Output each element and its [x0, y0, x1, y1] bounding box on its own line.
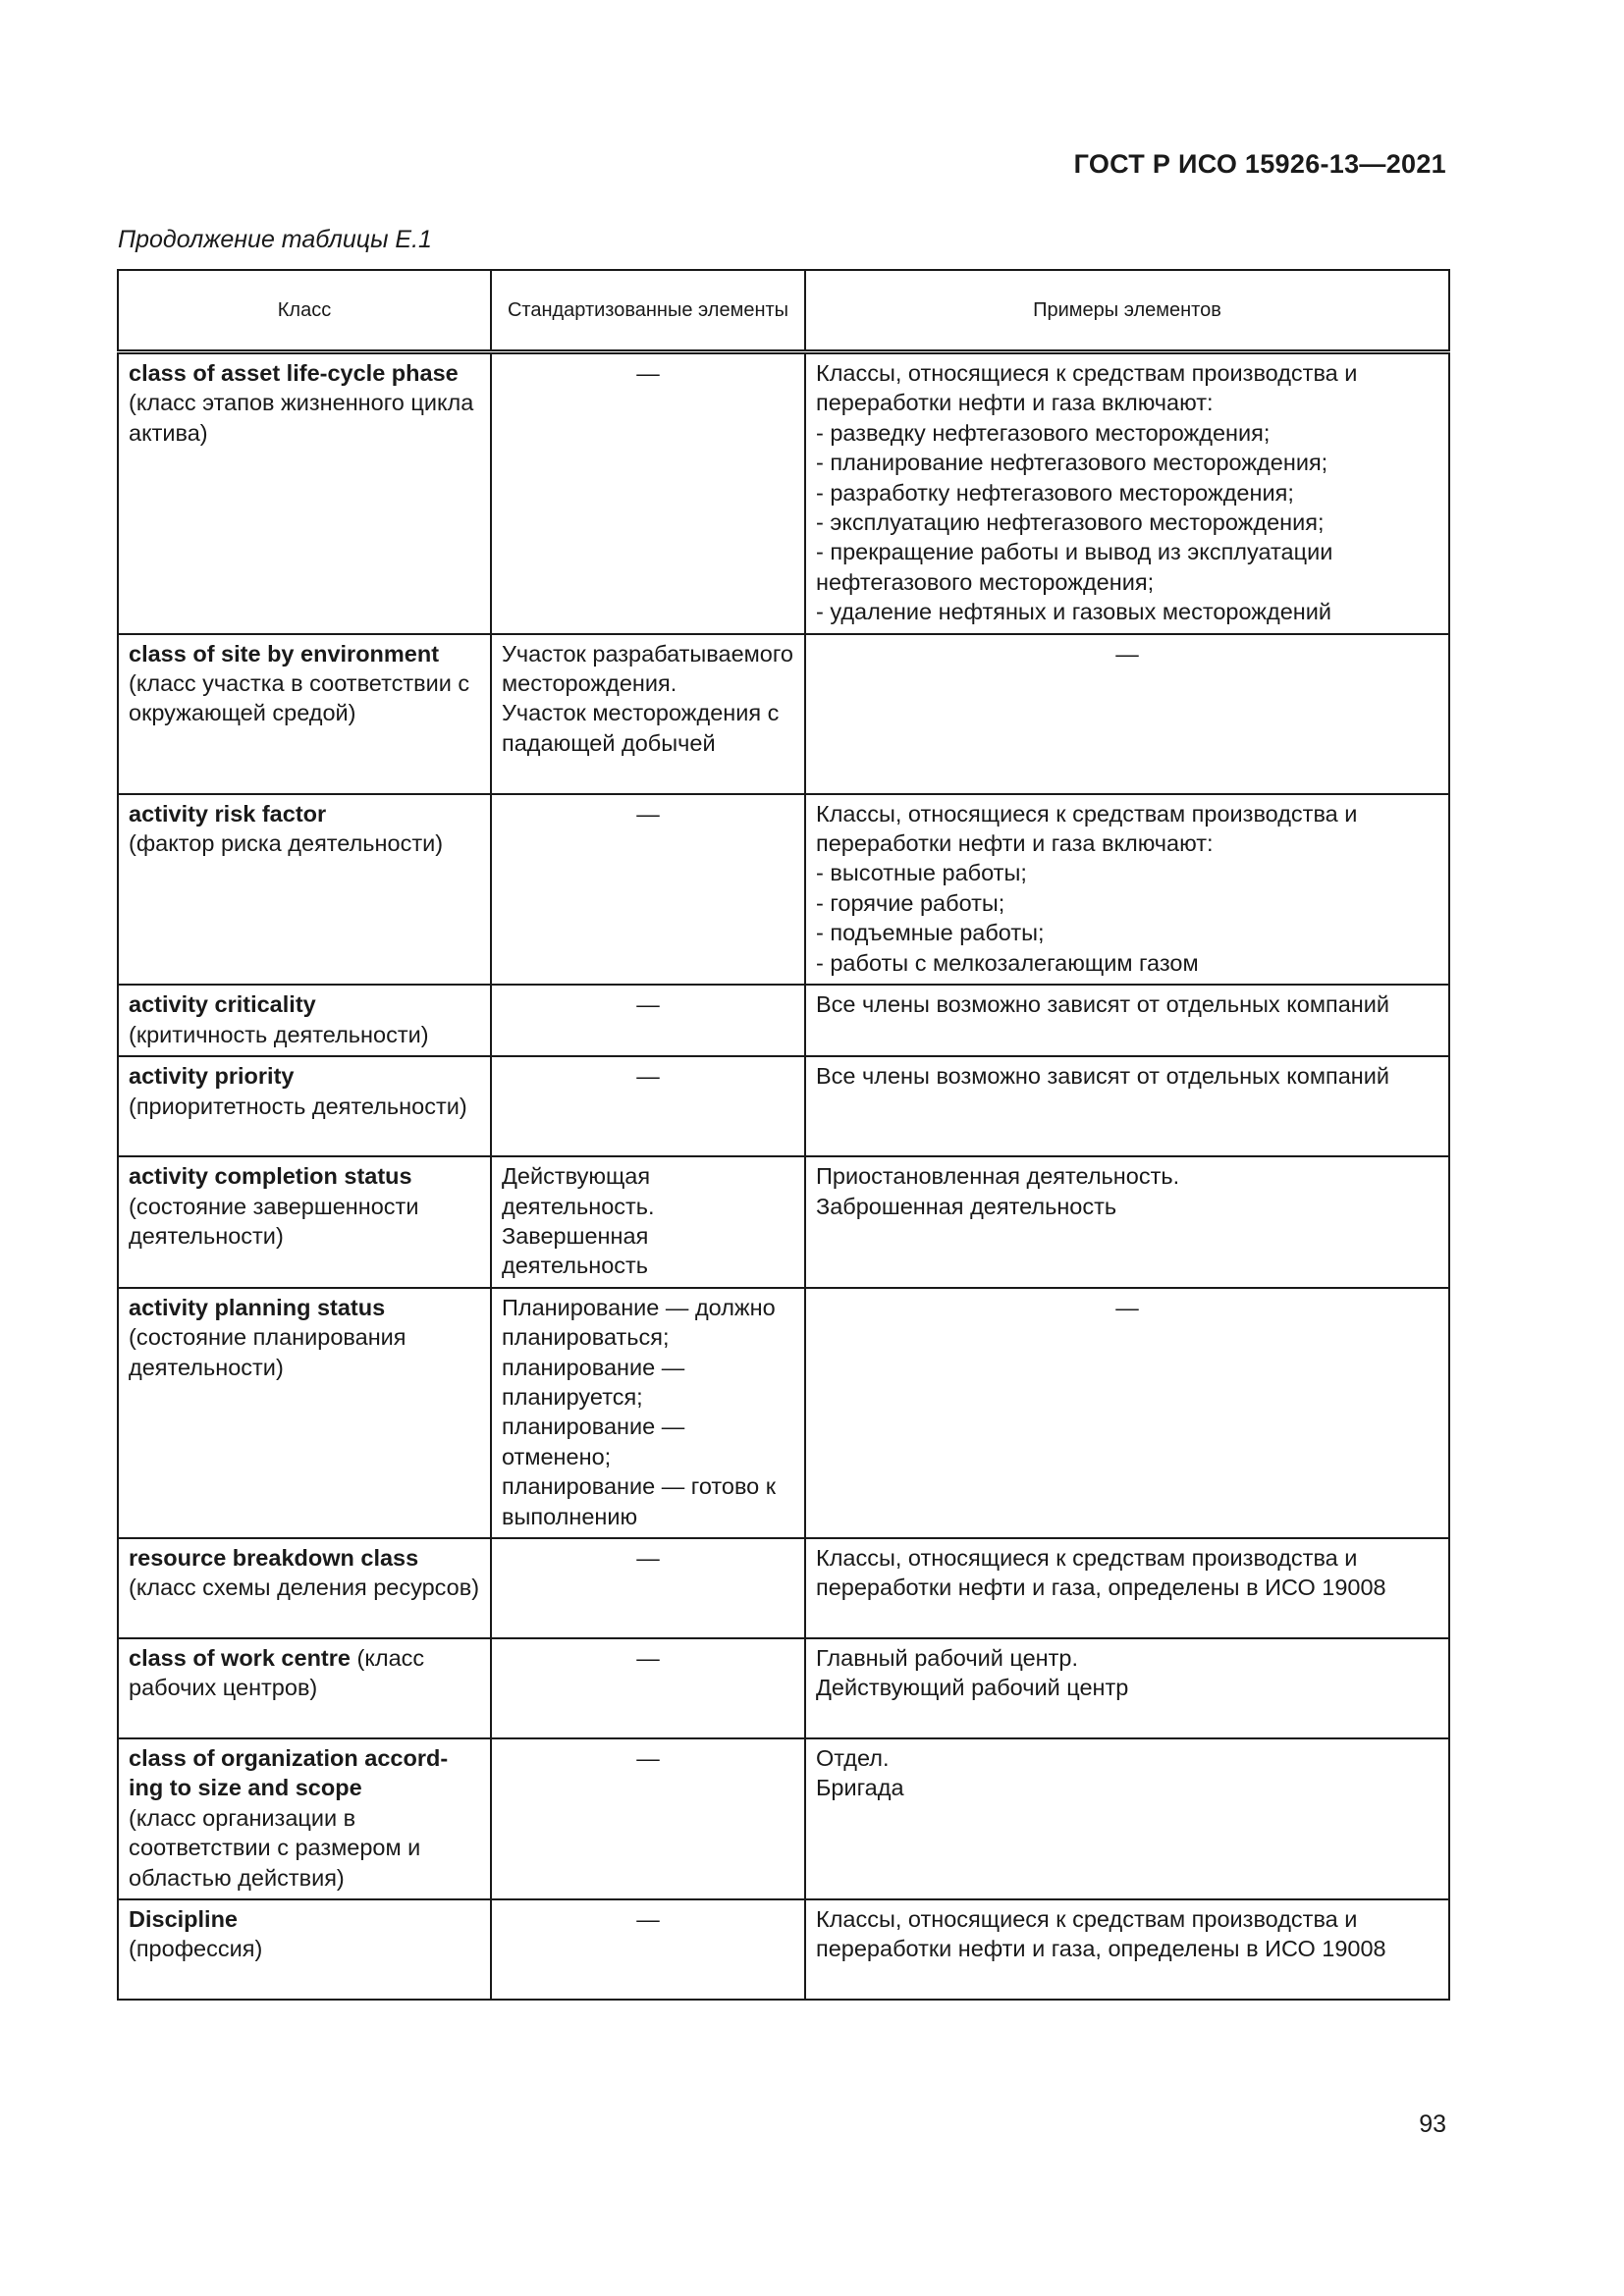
class-name-ru: (класс организации в соответствии с размером и областью действия) — [129, 1804, 421, 1891]
class-name-en: class of work centre — [129, 1644, 351, 1671]
examples-cell — [805, 1538, 1449, 1638]
standardized-cell — [491, 1638, 805, 1738]
table-row — [118, 985, 1449, 1056]
example-line: - прекращение работы и вывод из эксплуатации нефтегазового месторождения; — [816, 539, 1333, 595]
standardized-cell — [491, 1056, 805, 1156]
class-name-en: activity risk factor — [129, 800, 327, 827]
class-name-ru: (класс этапов жизненного цикла актива) — [129, 390, 474, 446]
examples-cell — [805, 1899, 1449, 2000]
example-line: — — [1115, 1294, 1139, 1320]
table-row — [118, 1638, 1449, 1738]
example-line: — — [1115, 640, 1139, 667]
standardized-line: планирование — планируется; — [502, 1354, 685, 1410]
class-name-ru: (класс участка в соответствии с окружающей средой) — [129, 670, 470, 726]
page-number: 93 — [1419, 2110, 1446, 2138]
class-cell — [118, 1538, 491, 1638]
table-header-row — [118, 270, 1449, 352]
standardized-cell — [491, 1738, 805, 1899]
class-cell — [118, 1638, 491, 1738]
standardized-cell — [491, 1288, 805, 1538]
example-line: Классы, относящиеся к средствам производства и переработки нефти и газа, определены в ИСО 19008 — [816, 1906, 1386, 1962]
class-cell — [118, 985, 491, 1056]
class-name-en: resource breakdown class — [129, 1544, 419, 1571]
class-name-ru: (приоритетность деятельности) — [129, 1093, 467, 1119]
standardized-line: Завершенная деятельность — [502, 1222, 649, 1279]
class-cell — [118, 1156, 491, 1288]
class-name-en: activity completion status — [129, 1163, 412, 1190]
standardized-line: — — [636, 1644, 660, 1671]
standardized-line: — — [636, 800, 660, 827]
table-row — [118, 794, 1449, 985]
class-cell — [118, 634, 491, 794]
example-line: - разведку нефтегазового месторождения; — [816, 419, 1271, 446]
class-cell — [118, 352, 491, 634]
example-line: Классы, относящиеся к средствам производства и переработки нефти и газа включают: — [816, 800, 1358, 857]
standardized-cell — [491, 794, 805, 985]
table-row — [118, 1288, 1449, 1538]
examples-cell — [805, 352, 1449, 634]
standardized-line: планирование — готово к выполнению — [502, 1473, 777, 1529]
table-row — [118, 352, 1449, 634]
example-line: Классы, относящиеся к средствам производства и переработки нефти и газа включают: — [816, 360, 1358, 416]
examples-cell — [805, 1056, 1449, 1156]
example-line: Заброшенная деятельность — [816, 1193, 1117, 1219]
class-name-en: activity planning status — [129, 1294, 386, 1320]
example-line: Главный рабочий центр. — [816, 1644, 1078, 1671]
table-row — [118, 1156, 1449, 1288]
class-name-en: Discipline — [129, 1906, 239, 1932]
class-name-ru: (профессия) — [129, 1936, 263, 1962]
standardized-line: — — [636, 1544, 660, 1571]
standardized-line: Планирование — должно планироваться; — [502, 1294, 776, 1351]
table-row — [118, 1899, 1449, 2000]
example-line: - разработку нефтегазового месторождения; — [816, 479, 1294, 506]
example-line: - высотные работы; — [816, 860, 1027, 886]
class-cell — [118, 1738, 491, 1899]
class-cell — [118, 1899, 491, 2000]
standard-id: ГОСТ Р ИСО 15926-13—2021 — [1073, 149, 1446, 179]
example-line: Действующий рабочий центр — [816, 1675, 1129, 1701]
class-cell — [118, 794, 491, 985]
class-name-en: class of asset life-cycle phase — [129, 360, 459, 386]
examples-cell — [805, 1738, 1449, 1899]
table-row — [118, 1738, 1449, 1899]
example-line: - удаление нефтяных и газовых месторождений — [816, 599, 1331, 625]
example-line: - работы с мелкозалегающим газом — [816, 949, 1199, 976]
standardized-cell — [491, 985, 805, 1056]
standardized-line: Участок разрабатываемого месторождения. — [502, 640, 793, 697]
standardized-cell — [491, 352, 805, 634]
examples-cell — [805, 794, 1449, 985]
table-row — [118, 1538, 1449, 1638]
class-name-en: class of site by environment — [129, 640, 440, 667]
example-line: Бригада — [816, 1775, 904, 1801]
standardized-cell — [491, 1538, 805, 1638]
class-cell — [118, 1056, 491, 1156]
example-line: Классы, относящиеся к средствам производства и переработки нефти и газа, определены в ИСО 19008 — [816, 1544, 1386, 1601]
standardized-line: — — [636, 991, 660, 1018]
column-header-standardized: Стандартизованные элементы — [491, 270, 805, 352]
examples-cell — [805, 1288, 1449, 1538]
class-name-ru: (состояние завершенности деятельности) — [129, 1193, 419, 1249]
standardized-line: Действующая деятельность. — [502, 1163, 655, 1219]
standardized-cell — [491, 634, 805, 794]
standardized-line: планирование — отменено; — [502, 1414, 685, 1469]
examples-cell — [805, 1156, 1449, 1288]
class-name-ru: (фактор риска деятельности) — [129, 830, 444, 857]
column-header-examples: Примеры элементов — [805, 270, 1449, 352]
example-line: Отдел. — [816, 1744, 890, 1771]
standardized-cell — [491, 1899, 805, 2000]
table-body — [118, 352, 1449, 2001]
example-line: - планирование нефтегазового месторождения; — [816, 450, 1328, 476]
class-name-ru: (класс схемы деления ресурсов) — [129, 1575, 480, 1601]
standardized-line: — — [636, 1063, 660, 1090]
examples-cell — [805, 634, 1449, 794]
table-row — [118, 634, 1449, 794]
table-row — [118, 1056, 1449, 1156]
examples-cell — [805, 1638, 1449, 1738]
class-name-ru: (критичность деятельности) — [129, 1021, 429, 1047]
class-name-en: activity criticality — [129, 991, 316, 1018]
standardized-line: — — [636, 1906, 660, 1932]
column-header-class: Класс — [118, 270, 491, 352]
example-line: Все члены возможно зависят от отдельных компаний — [816, 991, 1390, 1018]
class-name-ru: (состояние планирования деятельности) — [129, 1324, 406, 1380]
standardized-line: — — [636, 360, 660, 386]
example-line: - горячие работы; — [816, 889, 1005, 916]
class-name-en: class of organization accord-ing to size and scope — [129, 1744, 449, 1801]
standardized-cell — [491, 1156, 805, 1288]
example-line: Все члены возможно зависят от отдельных компаний — [816, 1063, 1390, 1090]
table-caption: Продолжение таблицы Е.1 — [118, 226, 432, 253]
example-line: - эксплуатацию нефтегазового месторождения; — [816, 509, 1325, 536]
class-name-en: activity priority — [129, 1063, 295, 1090]
standardized-line: Участок месторождения с падающей добычей — [502, 700, 780, 756]
standardized-line: — — [636, 1744, 660, 1771]
examples-cell — [805, 985, 1449, 1056]
example-line: - подъемные работы; — [816, 920, 1045, 946]
classes-table — [117, 269, 1450, 2001]
example-line: Приостановленная деятельность. — [816, 1163, 1180, 1190]
class-cell — [118, 1288, 491, 1538]
class-name-ru: (класс рабочих центров) — [129, 1644, 425, 1701]
